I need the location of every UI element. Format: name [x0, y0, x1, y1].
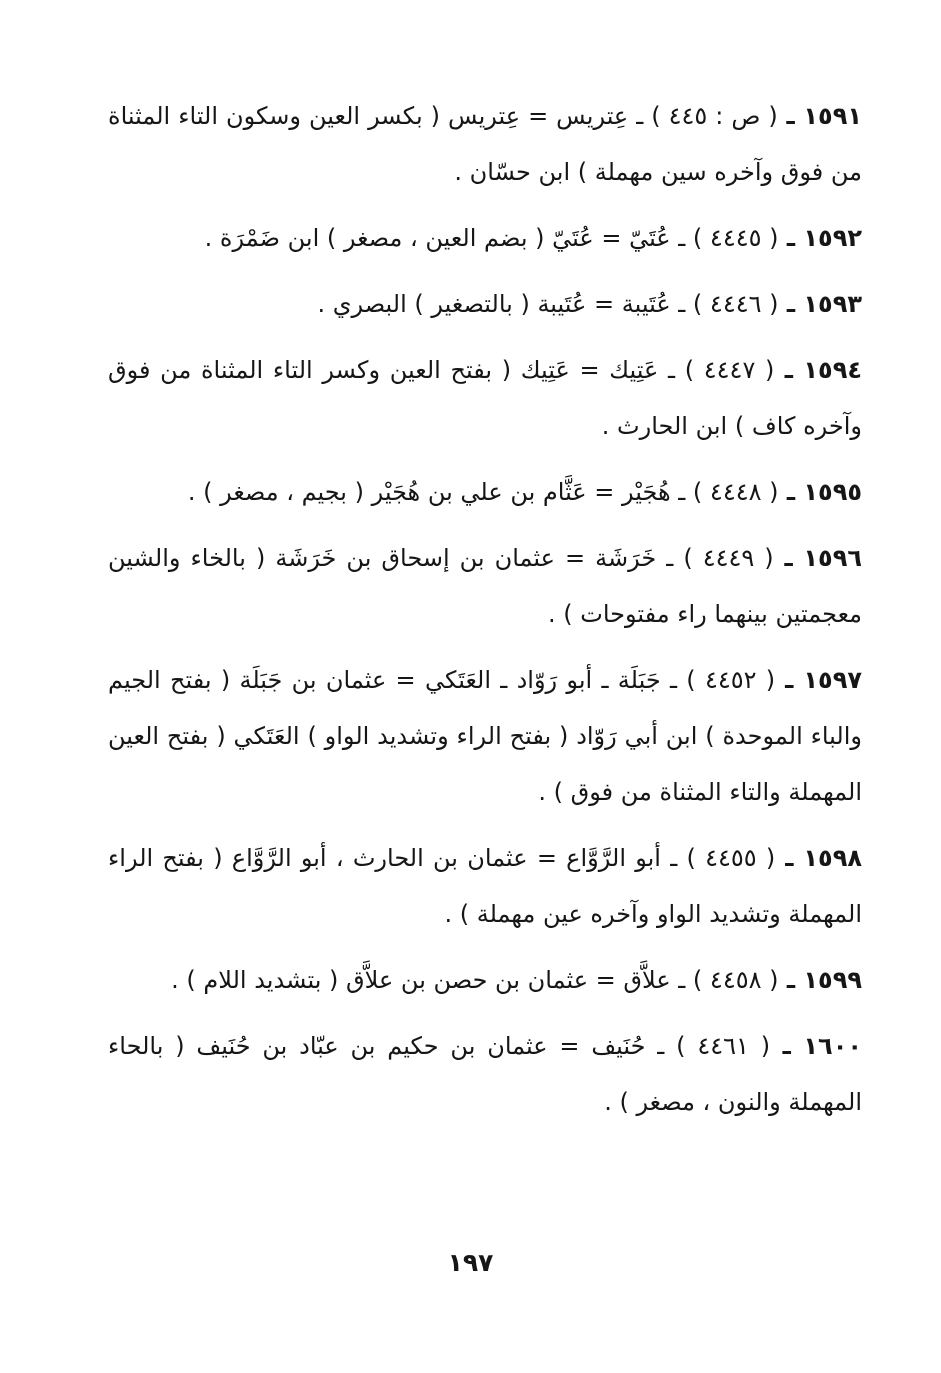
- entry-text: ( ٤٤٤٨ ) ـ هُجَيْر = عَثَّام بن علي بن هُجَيْر ( بجيم ، مصغر ) .: [187, 478, 779, 506]
- entry-separator: ـ: [775, 844, 804, 872]
- entry-number: ١٥٩٣: [803, 290, 862, 318]
- entry-1595: [108, 464, 862, 520]
- entry-text: ( ٤٤٤٩ ) ـ خَرَشَة = عثمان بن إسحاق بن خَرَشَة ( بالخاء والشين معجمتين بينهما راء مفتوحات ) .: [108, 544, 862, 628]
- entry-text: ( ٤٤٥٥ ) ـ أبو الرَّوَّاع = عثمان بن الحارث ، أبو الرَّوَّاع ( بفتح الراء المهملة وتشديد الواو وآخره عين مهملة ) .: [108, 844, 862, 928]
- entry-separator: ـ: [775, 666, 804, 694]
- entry-1599: [108, 952, 862, 1008]
- entry-1596: [108, 530, 862, 642]
- entry-number: ١٥٩٩: [803, 966, 862, 994]
- entry-separator: ـ: [778, 966, 804, 994]
- entry-text: ( ص : ٤٤٥ ) ـ عِتريس = عِتريس ( بكسر العين وسكون التاء المثناة من فوق وآخره سين مهملة ) ابن حسّان .: [108, 102, 862, 186]
- entry-separator: ـ: [778, 478, 804, 506]
- entry-number: ١٥٩٨: [803, 844, 862, 872]
- entry-1597: [108, 652, 862, 820]
- page-number: ١٩٧: [447, 1248, 494, 1277]
- entry-text: ( ٤٤٦١ ) ـ حُنَيف = عثمان بن حكيم بن عبّاد بن حُنَيف ( بالحاء المهملة والنون ، مصغر ) .: [108, 1032, 862, 1116]
- entry-text: ( ٤٤٥٨ ) ـ علاَّق = عثمان بن حصن بن علاَّق ( بتشديد اللام ) .: [171, 966, 779, 994]
- entry-number: ١٦٠٠: [803, 1032, 862, 1060]
- entry-1591: [108, 88, 862, 200]
- entry-separator: ـ: [777, 102, 804, 130]
- entry-number: ١٥٩٢: [803, 224, 862, 252]
- entry-separator: ـ: [778, 224, 804, 252]
- entry-separator: ـ: [770, 1032, 804, 1060]
- entry-number: ١٥٩١: [803, 102, 862, 130]
- entry-text: ( ٤٤٥٢ ) ـ جَبَلَة ـ أبو رَوّاد ـ العَتَكي = عثمان بن جَبَلَة ( بفتح الجيم والباء الموحدة ) ابن أبي رَوّاد ( بفتح الراء وتشديد الواو ) العَتَكي ( بفتح العين المهملة والتاء المثناة من فوق ) .: [108, 666, 862, 806]
- entry-number: ١٥٩٥: [803, 478, 862, 506]
- entry-1592: [108, 210, 862, 266]
- entry-number: ١٥٩٦: [803, 544, 862, 572]
- entry-text: ( ٤٤٤٥ ) ـ عُتَيّ = عُتَيّ ( بضم العين ، مصغر ) ابن ضَمْرَة .: [204, 224, 779, 252]
- entry-separator: ـ: [778, 290, 804, 318]
- entry-1600: [108, 1018, 862, 1130]
- entry-separator: ـ: [773, 544, 804, 572]
- entry-text: ( ٤٤٤٦ ) ـ عُتَيبة = عُتَيبة ( بالتصغير ) البصري .: [317, 290, 779, 318]
- entry-1593: [108, 276, 862, 332]
- entry-number: ١٥٩٧: [803, 666, 862, 694]
- entry-1594: [108, 342, 862, 454]
- entry-number: ١٥٩٤: [803, 356, 862, 384]
- entry-text: ( ٤٤٤٧ ) ـ عَتِيك = عَتِيك ( بفتح العين وكسر التاء المثناة من فوق وآخره كاف ) ابن الحارث .: [108, 356, 862, 440]
- entry-list: [108, 88, 862, 1140]
- entry-separator: ـ: [774, 356, 804, 384]
- entry-1598: [108, 830, 862, 942]
